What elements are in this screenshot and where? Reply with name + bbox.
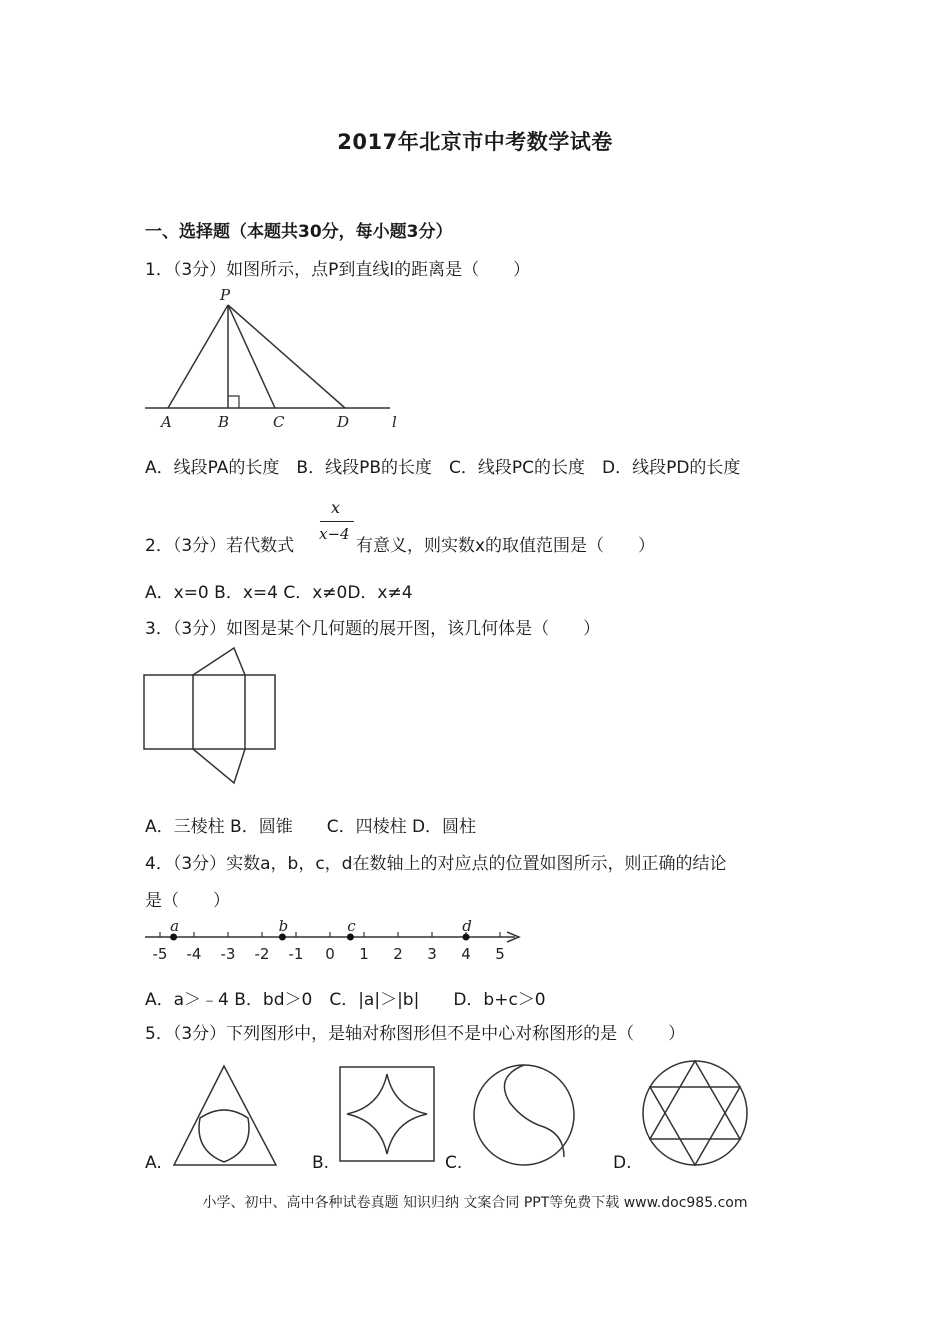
- tick-label: -2: [254, 945, 270, 963]
- question-1-options: A．线段PA的长度 B．线段PB的长度 C．线段PC的长度 D．线段PD的长度: [145, 458, 741, 478]
- option-a-figure: [172, 1058, 282, 1168]
- tick-label: -4: [186, 945, 202, 963]
- tick-label: 2: [393, 945, 403, 963]
- question-2-suffix: 有意义，则实数x的取值范围是（ ）: [356, 536, 656, 556]
- label-C: C: [273, 413, 285, 431]
- option-c-label: C.: [445, 1153, 463, 1173]
- point-label-a: a: [170, 917, 180, 935]
- question-4-text-line1: 4．（3分）实数a，b，c，d在数轴上的对应点的位置如图所示，则正确的结论: [145, 854, 727, 874]
- tick-label: -5: [152, 945, 168, 963]
- fraction-denominator: x−4: [319, 525, 350, 543]
- fraction-bar: [320, 521, 354, 522]
- question-5-text: 5．（3分）下列图形中，是轴对称图形但不是中心对称图形的是（ ）: [145, 1024, 686, 1044]
- option-b-label: B.: [312, 1153, 330, 1173]
- page-title: 2017年北京市中考数学试卷: [337, 130, 613, 154]
- option-c-figure: [472, 1063, 578, 1169]
- label-P: P: [220, 286, 231, 304]
- question-3-text: 3．（3分）如图是某个几何题的展开图，该几何体是（ ）: [145, 619, 601, 639]
- tick-label: -1: [288, 945, 304, 963]
- section-heading: 一、选择题（本题共30分，每小题3分）: [145, 222, 453, 242]
- tick-label: 5: [495, 945, 505, 963]
- option-d-figure: [641, 1059, 751, 1169]
- option-d-label: D.: [613, 1153, 632, 1173]
- question-3-options: A．三棱柱 B．圆锥 C．四棱柱 D．圆柱: [145, 817, 477, 837]
- label-B: B: [218, 413, 230, 431]
- point-label-c: c: [347, 917, 356, 935]
- tick-label: 3: [427, 945, 437, 963]
- question-1-text: 1．（3分）如图所示，点P到直线l的距离是（ ）: [145, 260, 531, 280]
- question-1-figure: [140, 287, 400, 432]
- footer-text: 小学、初中、高中各种试卷真题 知识归纳 文案合同 PPT等免费下载 www.doc985.com: [202, 1195, 748, 1211]
- label-A: A: [161, 413, 172, 431]
- question-3-net-figure: [143, 646, 283, 786]
- point-label-b: b: [278, 917, 289, 935]
- label-l: l: [392, 413, 397, 431]
- question-2-prefix: 2．（3分）若代数式: [145, 536, 295, 556]
- tick-label: 0: [325, 945, 335, 963]
- tick-label: 1: [359, 945, 369, 963]
- option-b-figure: [338, 1065, 438, 1165]
- tick-label: -3: [220, 945, 236, 963]
- number-line-figure: [143, 914, 533, 964]
- option-a-label: A.: [145, 1153, 162, 1173]
- tick-label: 4: [461, 945, 471, 963]
- point-label-d: d: [462, 917, 472, 935]
- question-2-options: A．x=0 B．x=4 C．x≠0D．x≠4: [145, 583, 413, 603]
- question-4-options: A．a＞﹣4 B．bd＞0 C．|a|＞|b| D．b+c＞0: [145, 990, 546, 1010]
- fraction-numerator: x: [331, 498, 341, 517]
- label-D: D: [337, 413, 350, 431]
- question-4-text-line2: 是（ ）: [145, 891, 230, 911]
